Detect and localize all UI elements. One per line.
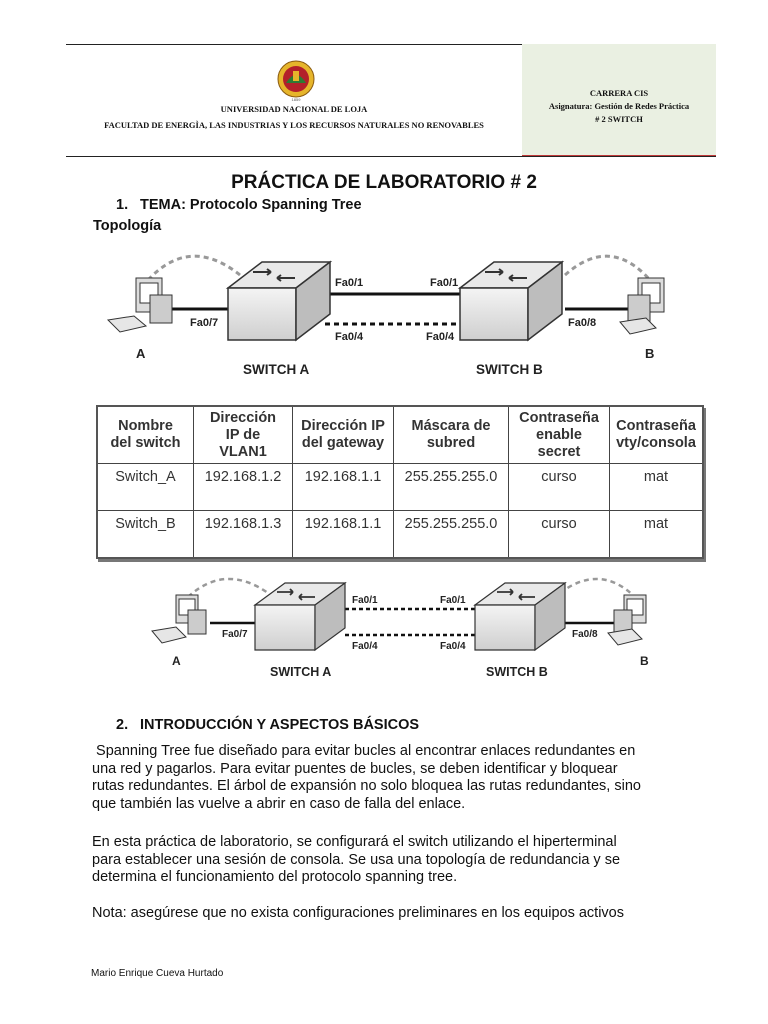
table-row [97,511,703,559]
cell-vty: mat [610,464,704,511]
label-fa01-a: Fa0/1 [335,277,364,289]
cell-gateway: 192.168.1.1 [293,464,394,511]
paragraph-intro [92,743,674,813]
practice-label: # 2 SWITCH [595,114,643,124]
cell-enable-secret: curso [509,511,610,559]
label-fa01-a-small: Fa0/1 [352,595,378,606]
paragraph-line: una red y pagarlos. Para evitar puentes de bucles, se deben identificar y bloquear [92,760,618,777]
header-bottom-rule [66,156,716,157]
paragraph-line: que también las vuelve a abrir en caso de falla del enlace. [92,795,466,812]
header-top-rule [66,44,522,45]
label-fa07-small: Fa0/7 [222,629,248,640]
arc-a [148,256,240,280]
label-pc-a: A [136,346,146,361]
label-fa07: Fa0/7 [190,317,219,329]
topology-diagram-large [90,240,710,390]
switch-b-icon-small [475,583,565,650]
cell-vty: mat [610,511,704,559]
faculty-name: FACULTAD DE ENERGÌA, LAS INDUSTRIAS Y LOS RECURSOS NATURALES NO RENOVABLES [104,120,484,130]
subject-label: Asignatura: Gestión de Redes Práctica [548,101,690,111]
label-switch-a-small: SWITCH A [270,665,332,679]
topology-label: Topología [93,218,162,234]
label-fa01-b: Fa0/1 [430,277,459,289]
switch-a-icon-small [255,583,345,650]
col-header-name: Nombre del switch [97,406,194,464]
pc-a-icon-small [152,595,206,643]
university-name: UNIVERSIDAD NACIONAL DE LOJA [220,104,368,114]
label-pc-a-small: A [172,654,181,668]
topology-diagram-small [140,565,680,685]
switch-b-icon [460,262,562,340]
cell-switch-name: Switch_B [97,511,194,559]
label-fa01-b-small: Fa0/1 [440,595,466,606]
col-header-gateway: Dirección IP del gateway [293,406,394,464]
table-row [97,464,703,511]
cell-switch-name: Switch_A [97,464,194,511]
arc-a-small [188,579,268,597]
cell-vlan-ip: 192.168.1.3 [194,511,293,559]
col-header-enable-secret: Contraseña enable secret [509,406,610,464]
section2-heading: INTRODUCCIÓN Y ASPECTOS BÁSICOS [140,717,420,733]
cell-mask: 255.255.255.0 [394,511,509,559]
cell-mask: 255.255.255.0 [394,464,509,511]
section2-number: 2. [116,717,129,733]
paragraph-note: Nota: asegúrese que no exista configuraciones preliminares en los equipos activos [92,905,624,921]
label-pc-b-small: B [640,654,649,668]
pc-b-icon-small [608,595,646,645]
logo-year: 1859 [291,97,301,102]
section1-number: 1. [116,197,129,213]
label-fa04-a: Fa0/4 [335,331,364,343]
paragraph-line: para establecer una sesión de consola. Se usa una topología de redundancia y se [92,851,621,868]
cell-gateway: 192.168.1.1 [293,511,394,559]
university-logo [274,59,318,103]
footer-author: Mario Enrique Cueva Hurtado [91,968,224,979]
label-switch-b-small: SWITCH B [486,665,548,679]
arc-b [565,256,650,280]
col-header-vty: Contraseña vty/consola [610,406,704,464]
pc-b-icon [620,278,664,334]
arc-b-small [560,579,635,597]
label-pc-b: B [645,346,655,361]
col-header-vlan-ip: Dirección IP de VLAN1 [194,406,293,464]
pc-a-icon [108,278,172,332]
cell-enable-secret: curso [509,464,610,511]
label-fa04-b-small: Fa0/4 [440,641,466,652]
header-course-info [522,87,716,126]
paragraph-line: En esta práctica de laboratorio, se configurará el switch utilizando el hiperterminal [92,834,617,850]
label-switch-b: SWITCH B [476,362,543,377]
paragraph-line: determina el funcionamiento del protocolo spanning tree. [92,869,458,885]
paragraph-line: rutas redundantes. El árbol de expansión no solo bloquea las rutas redundantes, sino [92,778,641,794]
cell-vlan-ip: 192.168.1.2 [194,464,293,511]
label-fa08: Fa0/8 [568,317,597,329]
section1-heading: TEMA: Protocolo Spanning Tree [140,197,362,213]
label-switch-a: SWITCH A [243,362,310,377]
paragraph-practice [92,834,674,887]
switch-a-icon [228,262,330,340]
paragraph-line: Spanning Tree fue diseñado para evitar bucles al encontrar enlaces redundantes en [92,743,636,759]
label-fa04-a-small: Fa0/4 [352,641,378,652]
col-header-mask: Máscara de subred [394,406,509,464]
switch-config-table [96,405,704,559]
label-fa04-b: Fa0/4 [426,331,455,343]
label-fa08-small: Fa0/8 [572,629,598,640]
table-header-row [97,406,703,464]
page-title: PRÁCTICA DE LABORATORIO # 2 [231,172,537,193]
career-label: CARRERA CIS [589,88,649,98]
